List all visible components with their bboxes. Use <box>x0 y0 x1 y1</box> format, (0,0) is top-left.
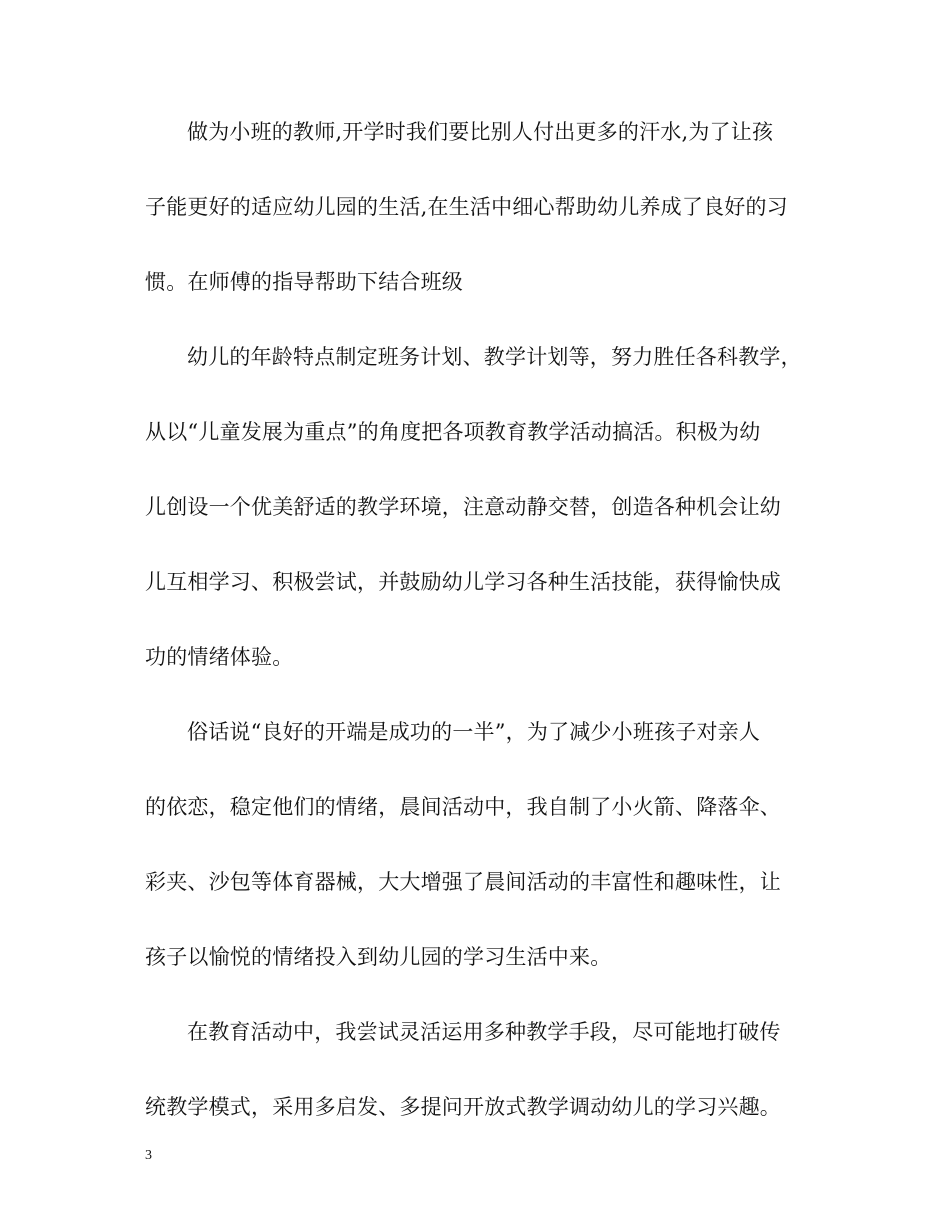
paragraph-3 <box>145 722 810 968</box>
text-line: 俗话说“良好的开端是成功的一半”，为了减少小班孩子对亲人 <box>187 720 761 744</box>
text-line: 统教学模式，采用多启发、多提问开放式教学调动幼儿的学习兴趣。 <box>145 1095 781 1119</box>
text-line: 的依恋，稳定他们的情绪，晨间活动中，我自制了小火箭、降落伞、 <box>145 795 781 819</box>
body-text <box>145 122 810 1172</box>
text-line: 彩夹、沙包等体育器械，大大增强了晨间活动的丰富性和趣味性，让 <box>145 870 781 894</box>
text-line: 幼儿的年龄特点制定班务计划、教学计划等，努力胜任各科教学， <box>187 345 802 369</box>
text-line: 儿创设一个优美舒适的教学环境，注意动静交替，创造各种机会让幼 <box>145 495 781 519</box>
text-line: 做为小班的教师,开学时我们要比别人付出更多的汗水,为了让孩 <box>187 120 774 144</box>
text-line: 惯。在师傅的指导帮助下结合班级 <box>145 270 463 294</box>
paragraph-1 <box>145 122 810 293</box>
text-line: 从以“儿童发展为重点”的角度把各项教育教学活动搞活。积极为幼 <box>145 420 761 444</box>
text-line: 功的情绪体验。 <box>145 645 294 669</box>
text-line: 儿互相学习、积极尝试，并鼓励幼儿学习各种生活技能，获得愉快成 <box>145 570 781 594</box>
text-line: 在教育活动中，我尝试灵活运用多种教学手段，尽可能地打破传 <box>187 1020 781 1044</box>
text-line: 子能更好的适应幼儿园的生活,在生活中细心帮助幼儿养成了良好的习 <box>145 195 788 219</box>
paragraph-2 <box>145 347 810 668</box>
text-line: 孩子以愉悦的情绪投入到幼儿园的学习生活中来。 <box>145 945 612 969</box>
paragraph-4 <box>145 1022 810 1118</box>
page-number: 3 <box>145 1148 152 1163</box>
